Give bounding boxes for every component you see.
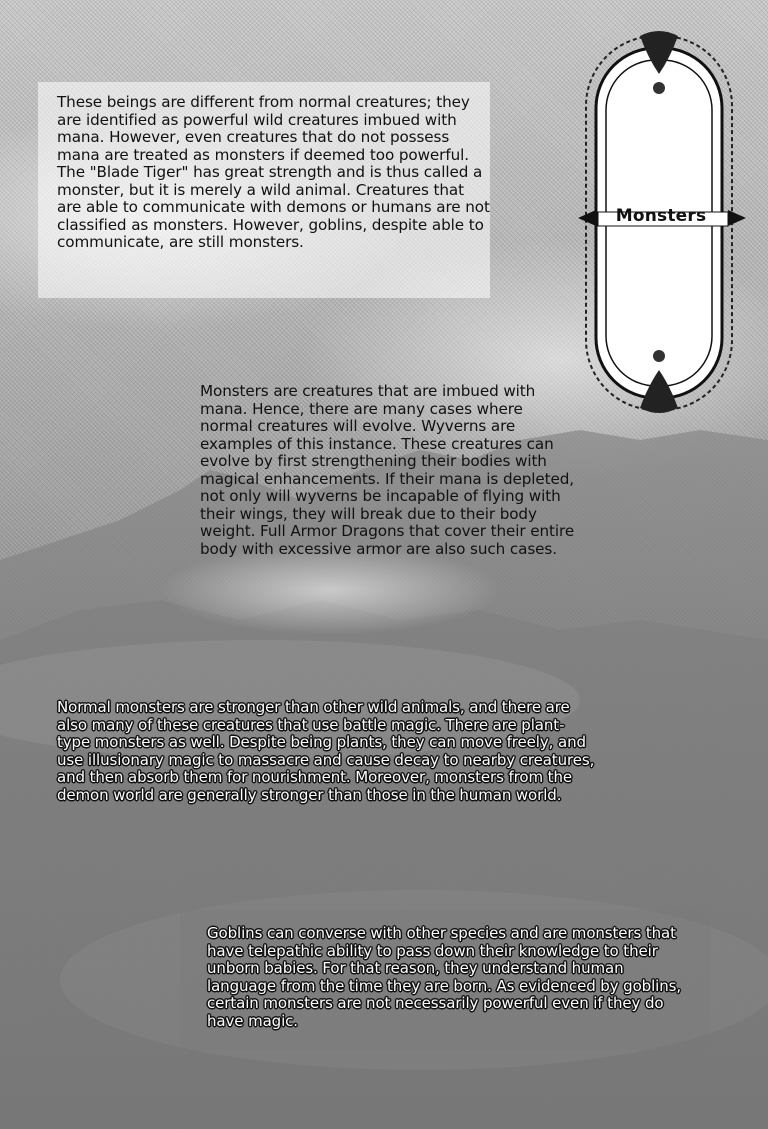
paragraph-3: Normal monsters are stronger than other wild animals, and there are also many of these creatures that use battle magic. There are plant-type monsters as well. Despite being plants, they can move freely, and use illusionary magic to massacre and cause decay to nearby creatures, and then absorb them for nourishment. Moreover, monsters from the demon world are generally stronger than those in the human world.	[57, 698, 595, 804]
paragraph-2: Monsters are creatures that are imbued with mana. Hence, there are many cases where normal creatures will evolve. Wyverns are examples of this instance. These creatures can evolve by first strengthening their bodies with magical enhancements. If their mana is depleted, not only will wyverns be incapable of flying with their wings, they will break due to their body weight. Full Armor Dragons that cover their entire body with excessive armor are also such cases.	[200, 382, 575, 558]
paragraph-4: Goblins can converse with other species and are monsters that have telepathic ability to pass down their knowledge to their unborn babies. For that reason, they understand human language from the time they are born. As evidenced by goblins, certain monsters are not necessarily powerful even if they do have magic.	[207, 924, 682, 1030]
paragraph-1: These beings are different from normal creatures; they are identified as powerful wild creatures imbued with mana. However, even creatures that do not possess mana are treated as monsters if deemed too powerful. The "Blade Tiger" has great strength and is thus called a monster, but it is merely a wild animal. Creatures that are able to communicate with demons or humans are not classified as monsters. However, goblins, despite able to communicate, are still monsters.	[57, 93, 490, 251]
page-title: Monsters	[615, 206, 707, 226]
